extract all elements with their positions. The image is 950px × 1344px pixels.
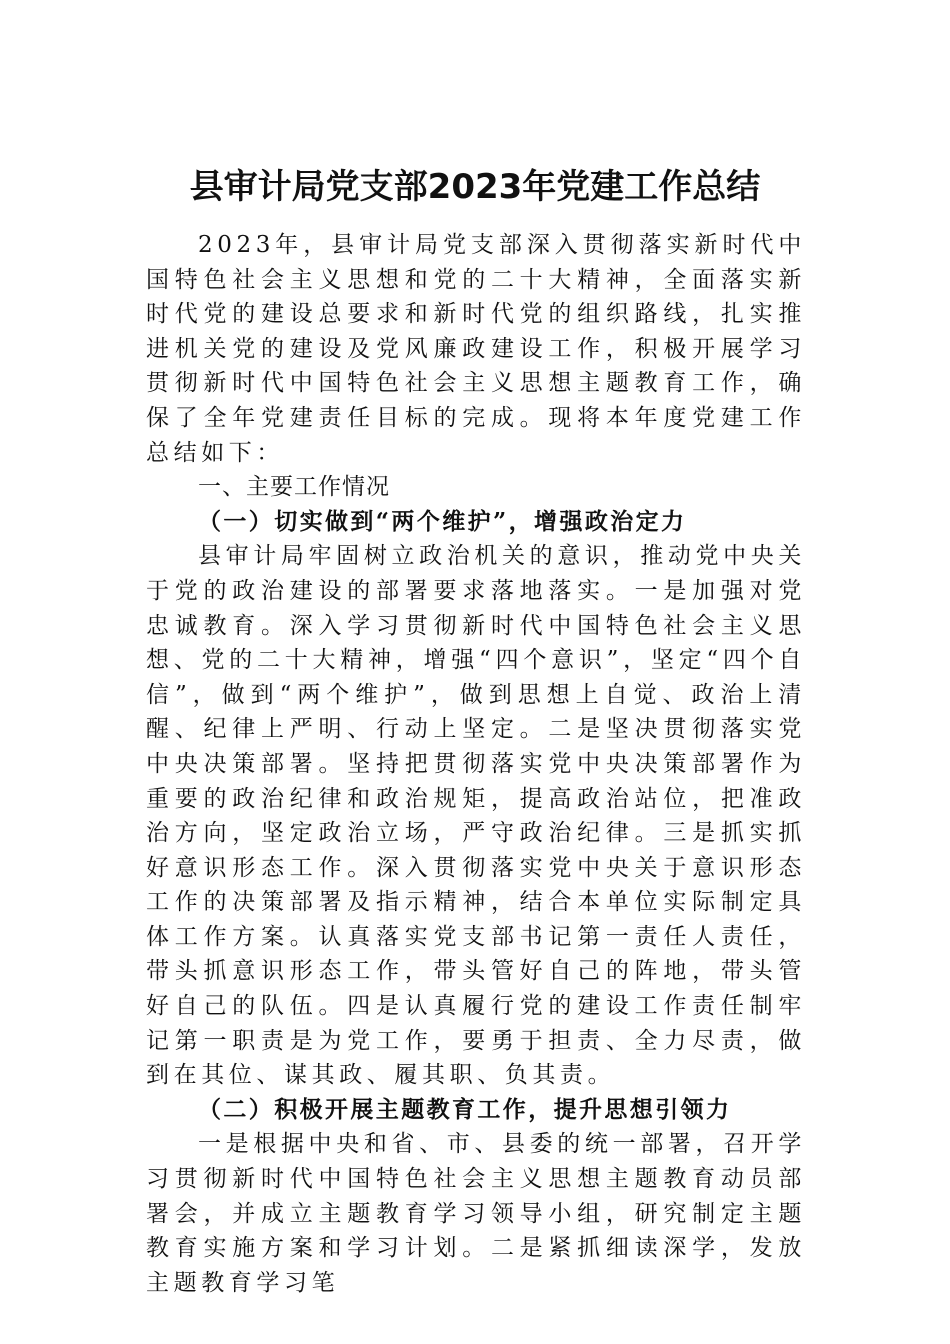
subsection-1-paragraph: 县审计局牢固树立政治机关的意识，推动党中央关于党的政治建设的部署要求落地落实。一是加强对党忠诚教育。深入学习贯彻新时代中国特色社会主义思想、党的二十大精神，增强“四个意识”，坚定“四个自信”，做到“两个维护”，做到思想上自觉、政治上清醒、纪律上严明、行动上坚定。二是坚决贯彻落实党中央决策部署。坚持把贯彻落实党中央决策部署作为重要的政治纪律和政治规矩，提高政治站位，把准政治方向，坚定政治立场，严守政治纪律。三是抓实抓好意识形态工作。深入贯彻落实党中央关于意识形态工作的决策部署及指示精神，结合本单位实际制定具体工作方案。认真落实党支部书记第一责任人责任，带头抓意识形态工作，带头管好自己的阵地，带头管好自己的队伍。四是认真履行党的建设工作责任制牢记第一职责是为党工作，要勇于担责、全力尽责，做到在其位、谋其政、履其职、负其责。 <box>146 543 806 1089</box>
section-heading-main-work: 一、主要工作情况 <box>198 474 390 501</box>
document-body <box>146 228 806 1300</box>
subsection-2-paragraph: 一是根据中央和省、市、县委的统一部署，召开学习贯彻新时代中国特色社会主义思想主题教育动员部署会，并成立主题教育学习领导小组，研究制定主题教育实施方案和学习计划。二是紧抓细读深学，发放主题教育学习笔 <box>146 1131 806 1296</box>
subsection-heading-2: （二）积极开展主题教育工作，提升思想引领力 <box>198 1095 732 1123</box>
subsection-heading-1: （一）切实做到“两个维护”，增强政治定力 <box>198 507 687 535</box>
intro-paragraph: 2023年，县审计局党支部深入贯彻落实新时代中国特色社会主义思想和党的二十大精神，全面落实新时代党的建设总要求和新时代党的组织路线，扎实推进机关党的建设及党风廉政建设工作，积极开展学习贯彻新时代中国特色社会主义思想主题教育工作，确保了全年党建责任目标的完成。现将本年度党建工作总结如下： <box>146 232 806 466</box>
document-title: 县审计局党支部2023年党建工作总结 <box>189 167 761 207</box>
